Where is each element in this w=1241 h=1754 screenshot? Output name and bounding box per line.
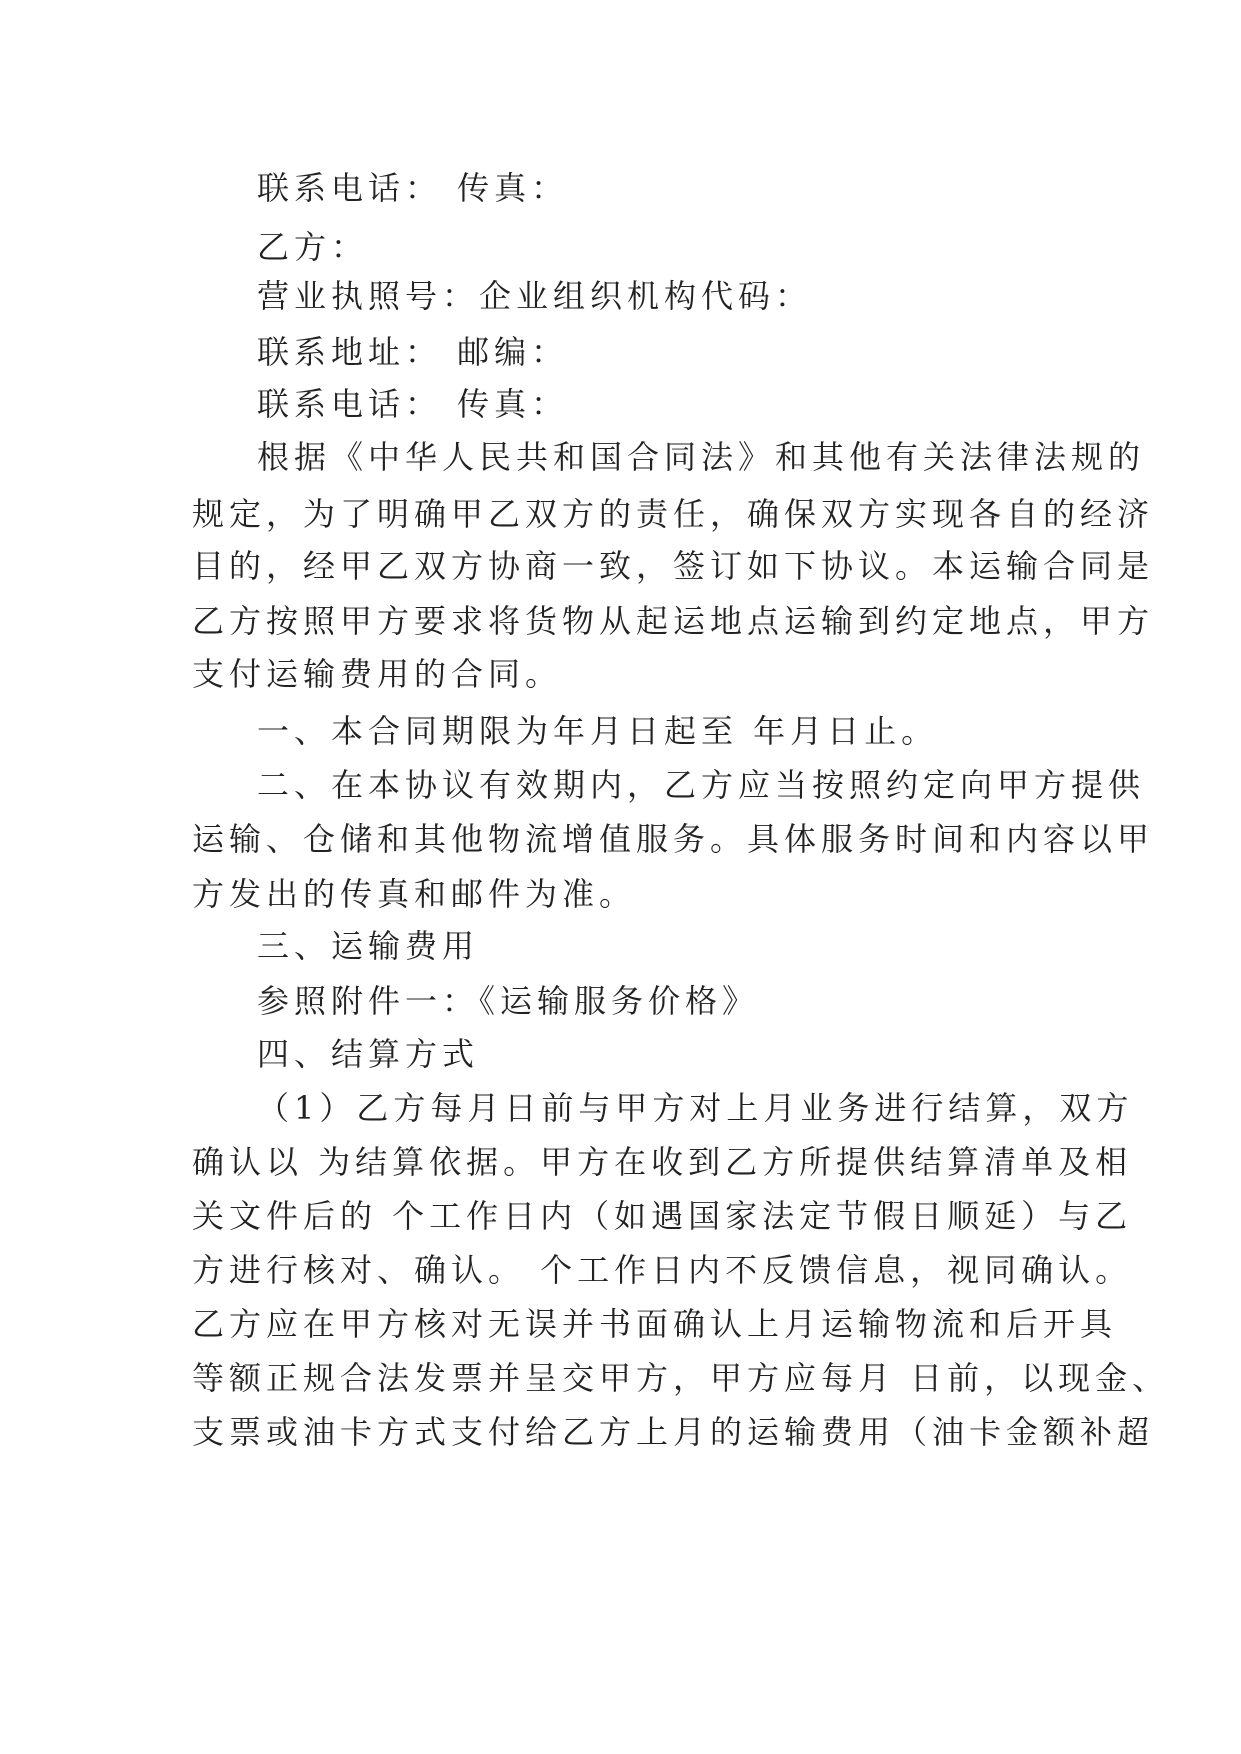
clause-4-1-line-1: （1）乙方每月日前与甲方对上月业务进行结算，双方	[257, 1089, 1134, 1127]
paragraph-intro-line-2: 规定，为了明确甲乙双方的责任，确保双方实现各自的经济	[192, 495, 1155, 533]
clause-3-heading: 三、运输费用	[257, 927, 480, 965]
paragraph-intro-line-5: 支付运输费用的合同。	[192, 655, 563, 693]
paragraph-intro-line-3: 目的，经甲乙双方协商一致，签订如下协议。本运输合同是	[192, 547, 1155, 585]
clause-3-reference: 参照附件一：《运输服务价格》	[257, 982, 760, 1020]
clause-4-1-line-7: 支票或油卡方式支付给乙方上月的运输费用（油卡金额补超	[192, 1413, 1155, 1451]
party-b-line: 乙方：	[257, 228, 369, 266]
clause-2-line-3: 方发出的传真和邮件为准。	[192, 875, 637, 913]
business-license-line: 营业执照号：企业组织机构代码：	[257, 277, 813, 315]
clause-4-1-line-3: 关文件后的 个工作日内（如遇国家法定节假日顺延）与乙	[192, 1197, 1133, 1235]
clause-4-1-line-4: 方进行核对、确认。 个工作日内不反馈信息，视同确认。	[192, 1251, 1133, 1289]
contact-address-line: 联系地址： 邮编：	[257, 333, 569, 371]
contact-phone-fax-line-1: 联系电话： 传真：	[257, 169, 569, 207]
contact-phone-fax-line-2: 联系电话： 传真：	[257, 385, 569, 423]
clause-4-1-line-2: 确认以 为结算依据。甲方在收到乙方所提供结算清单及相	[192, 1143, 1133, 1181]
clause-2-line-2: 运输、仓储和其他物流增值服务。具体服务时间和内容以甲	[192, 820, 1155, 858]
paragraph-intro-line-4: 乙方按照甲方要求将货物从起运地点运输到约定地点，甲方	[192, 602, 1155, 640]
clause-4-1-line-6: 等额正规合法发票并呈交甲方，甲方应每月 日前，以现金、	[192, 1359, 1170, 1397]
clause-2-line-1: 二、在本协议有效期内，乙方应当按照约定向甲方提供	[257, 766, 1146, 804]
clause-1-term: 一、本合同期限为年月日起至 年月日止。	[257, 712, 939, 750]
paragraph-intro-line-1: 根据《中华人民共和国合同法》和其他有关法律法规的	[257, 438, 1146, 476]
clause-4-heading: 四、结算方式	[257, 1035, 480, 1073]
clause-4-1-line-5: 乙方应在甲方核对无误并书面确认上月运输物流和后开具	[192, 1305, 1118, 1343]
